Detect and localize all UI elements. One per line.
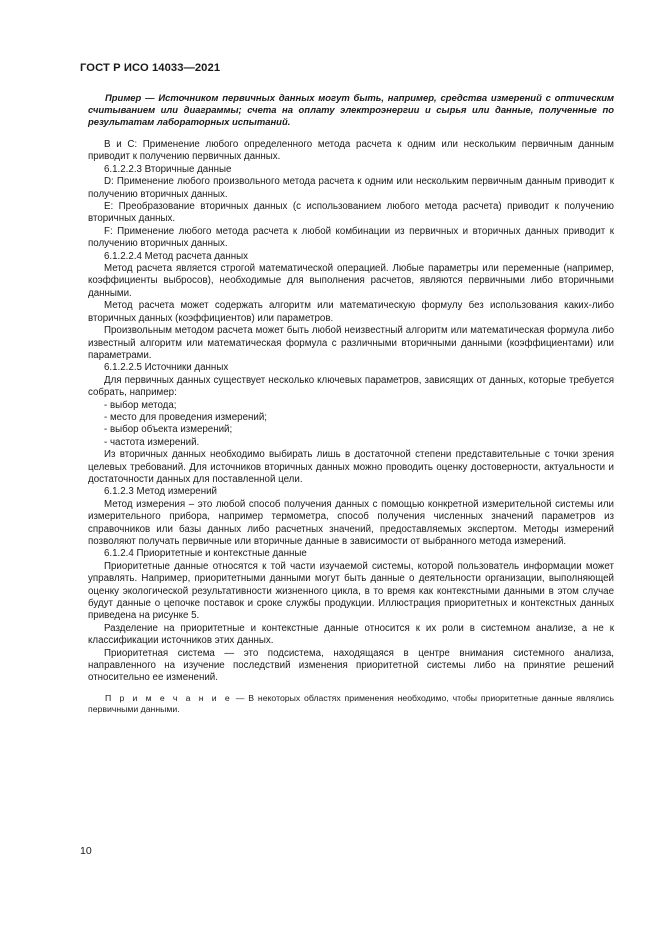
paragraph: Приоритетная система — это подсистема, находящаяся в центре внимания системного анализа, направленного на изучение последствий изменения приоритетной системы либо на принятие решений относительно ее изменений. (88, 647, 614, 684)
list-item: - выбор объекта измерений; (104, 424, 233, 436)
list-item: - частота измерений. (104, 436, 200, 448)
example-paragraph: Пример — Источником первичных данных могут быть, например, средства измерений с оптическим считыванием или диаграммы; счета на оплату электроэнергии и сырья или данные, полученные по результатам лабораторных испытаний. (88, 93, 614, 128)
paragraph: Для первичных данных существует несколько ключевых параметров, зависящих от данных, которые требуется собрать, например: (88, 374, 614, 399)
section-heading: 6.1.2.4 Приоритетные и контекстные данные (104, 548, 307, 560)
document-body (88, 93, 614, 716)
paragraph: Разделение на приоритетные и контекстные данные относится к их роли в системном анализе, а не к классификации источников этих данных. (88, 622, 614, 647)
paragraph: Из вторичных данных необходимо выбирать лишь в достаточной степени представительные с точки зрения целевых требований. Для источников вторичных данных можно проводить оценку достоверности, актуальности и достаточности данных для поставленной цели. (88, 449, 614, 485)
note-paragraph (88, 693, 614, 716)
page-number: 10 (80, 845, 92, 857)
paragraph: Метод расчета может содержать алгоритм или математическую формулу без использования каких-либо вторичных данных (коэффициентов) или параметров. (88, 300, 614, 324)
note-label: П р и м е ч а н и е (105, 692, 232, 703)
list-item: - выбор метода; (104, 399, 177, 411)
section-heading: 6.1.2.3 Метод измерений (104, 486, 217, 498)
section-heading: 6.1.2.2.3 Вторичные данные (104, 163, 232, 175)
paragraph: Произвольным методом расчета может быть любой неизвестный алгоритм или математическая формула либо известный алгоритм или математическая формула с различными вторичными данными (коэффициентами) или параметрами. (88, 325, 614, 361)
list-item: - место для проведения измерений; (104, 411, 268, 423)
paragraph: F: Применение любого метода расчета к любой комбинации из первичных и вторичных данных приводит к получению вторичных данных. (88, 225, 614, 250)
paragraph: Метод измерения – это любой способ получения данных с помощью конкретной измерительной системы или измерительного прибора, например термометра, способ получения численных значений параметров из справочников или базы данных либо расчетных значений, предоставляемых экспертом. Методы измерений позволяют получать первичные или вторичные данные в зависимости от выбранного метода измерений. (88, 498, 614, 547)
section-heading: 6.1.2.2.5 Источники данных (104, 362, 229, 374)
paragraph: В и С: Применение любого определенного метода расчета к одним или нескольким первичным данным приводит к получению первичных данных. (88, 139, 614, 163)
paragraph-list (88, 139, 614, 685)
paragraph: Метод расчета является строгой математической операцией. Любые параметры или переменные (например, коэффициенты выбросов), необходимые для выполнения расчетов, являются первичными либо вторичными данными. (88, 263, 614, 299)
note-text: — В некоторых областях применения необходимо, чтобы приоритетные данные являлись первичными данными. (88, 692, 614, 715)
paragraph: D: Применение любого произвольного метода расчета к одним или нескольким первичным данным приводит к получению вторичных данных. (88, 176, 614, 200)
paragraph: Приоритетные данные относятся к той части изучаемой системы, которой пользователь информации может управлять. Например, приоритетными данными могут быть данные о деятельности организации, выполняющей оценку экологической результативности жизненного цикла, в то время как контекстными данными в этом случае будут данные о цепочке поставок и сроке службы продукции. Иллюстрация приоритетных и контекстных данных приведена на рисунке 5. (88, 560, 614, 622)
document-header: ГОСТ Р ИСО 14033—2021 (80, 62, 221, 74)
paragraph: E: Преобразование вторичных данных (с использованием любого метода расчета) приводит к получению вторичных данных. (88, 201, 614, 225)
section-heading: 6.1.2.2.4 Метод расчета данных (104, 250, 248, 262)
